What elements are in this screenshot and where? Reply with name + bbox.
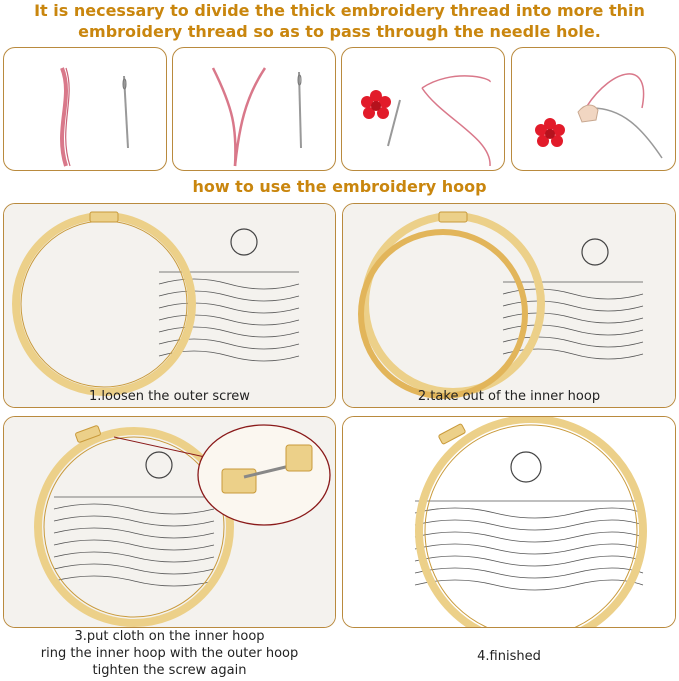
step-2-caption: 2.take out of the inner hoop <box>417 389 601 404</box>
step-2-hoop-illustration <box>343 204 676 408</box>
thread-panel-pulling <box>511 47 676 171</box>
step-3-caption-line-1: 3.put cloth on the inner hoop <box>74 629 265 644</box>
step-4-panel <box>342 416 676 628</box>
thread-panel-thick <box>3 47 167 171</box>
thread-panel-threading <box>341 47 505 171</box>
instruction-line-1: It is necessary to divide the thick embroidery thread into more thin <box>34 1 645 20</box>
step-4-caption: 4.finished <box>477 649 541 664</box>
step-2-panel <box>342 203 676 408</box>
step-3-caption-line-3: tighten the screw again <box>92 663 247 678</box>
step-3-hoop-illustration <box>4 417 336 628</box>
threading-with-flower-illustration <box>342 48 505 171</box>
thread-panel-split <box>172 47 336 171</box>
step-1-caption: 1.loosen the outer screw <box>89 389 250 404</box>
step-3-panel <box>3 416 336 628</box>
instruction-line-2: embroidery thread so as to pass through the needle hole. <box>78 22 601 41</box>
step-3-caption-line-2: ring the inner hoop with the outer hoop <box>40 646 299 661</box>
step-1-hoop-illustration <box>4 204 336 408</box>
pulling-thread-illustration <box>512 48 676 171</box>
step-1-panel <box>3 203 336 408</box>
split-thread-and-needle-illustration <box>173 48 336 171</box>
thick-thread-and-needle-illustration <box>4 48 167 171</box>
section-title: how to use the embroidery hoop <box>192 177 487 196</box>
step-4-hoop-illustration <box>343 417 676 628</box>
